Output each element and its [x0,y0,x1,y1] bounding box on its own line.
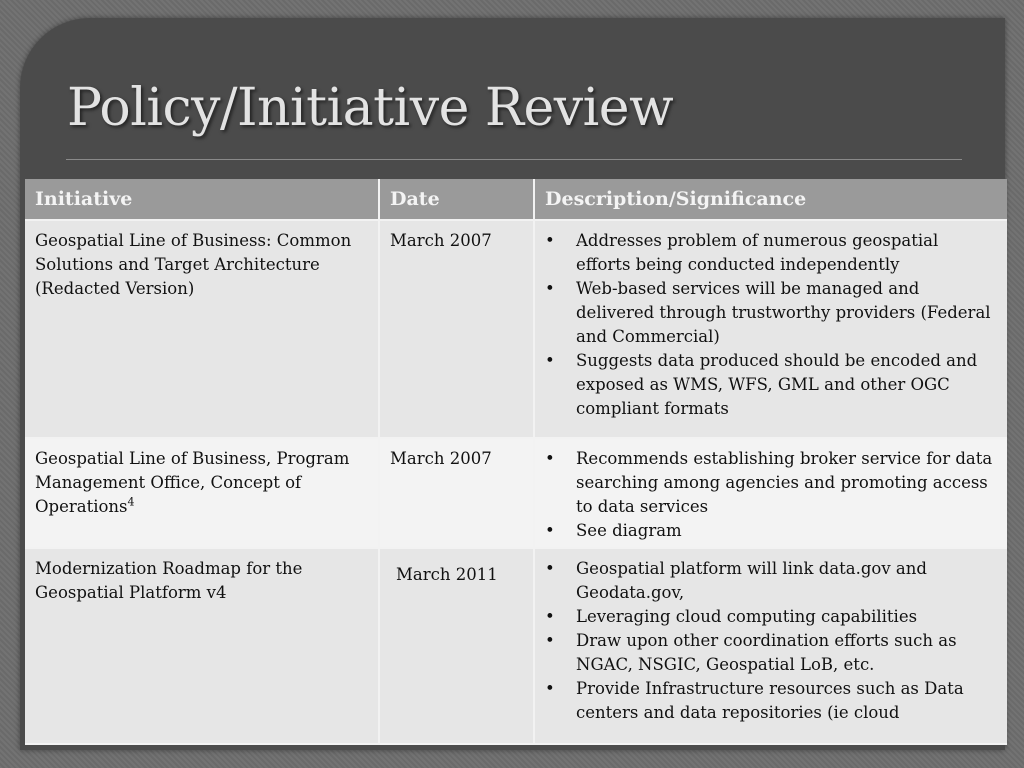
initiative-cell: Geospatial Line of Business: Common Solutions and Target Architecture (Redacted Version) [25,220,379,438]
description-cell [534,438,1007,548]
date-cell: March 2007 [379,220,534,438]
description-cell [534,548,1007,744]
bullet-item: • See diagram [576,519,997,543]
header-initiative: Initiative [25,179,379,220]
date-cell: March 2007 [379,438,534,548]
table-row [25,220,1007,438]
table-row [25,548,1007,744]
bullet-item: • Provide Infrastructure resources such as Data centers and data repositories (ie cloud [576,677,997,725]
bullet-item: • Suggests data produced should be encoded and exposed as WMS, WFS, GML and other OGC compliant formats [576,349,997,421]
bullet-item: • Recommends establishing broker service for data searching among agencies and promoting access to data services [576,447,997,519]
bullet-item: • Web-based services will be managed and delivered through trustworthy providers (Federal and Commercial) [576,277,997,349]
footnote-marker: 4 [127,495,135,509]
bullet-item: • Addresses problem of numerous geospatial efforts being conducted independently [576,229,997,277]
description-list [545,229,997,421]
bullet-item: • Leveraging cloud computing capabilities [576,605,997,629]
date-text: March 2011 [396,565,498,584]
description-list [545,557,997,725]
description-list [545,447,997,543]
policy-review-table [25,179,1007,745]
header-description: Description/Significance [534,179,1007,220]
bullet-item: • Draw upon other coordination efforts such as NGAC, NSGIC, Geospatial LoB, etc. [576,629,997,677]
table-row [25,438,1007,548]
description-cell [534,220,1007,438]
initiative-text: Geospatial Line of Business, Program Management Office, Concept of Operations [35,449,350,516]
slide-title: Policy/Initiative Review [67,78,674,138]
title-divider [66,159,962,160]
initiative-cell [25,438,379,548]
table-header-row [25,179,1007,220]
header-date: Date [379,179,534,220]
bullet-item: • Geospatial platform will link data.gov and Geodata.gov, [576,557,997,605]
initiative-cell: Modernization Roadmap for the Geospatial Platform v4 [25,548,379,744]
date-cell [379,548,534,744]
